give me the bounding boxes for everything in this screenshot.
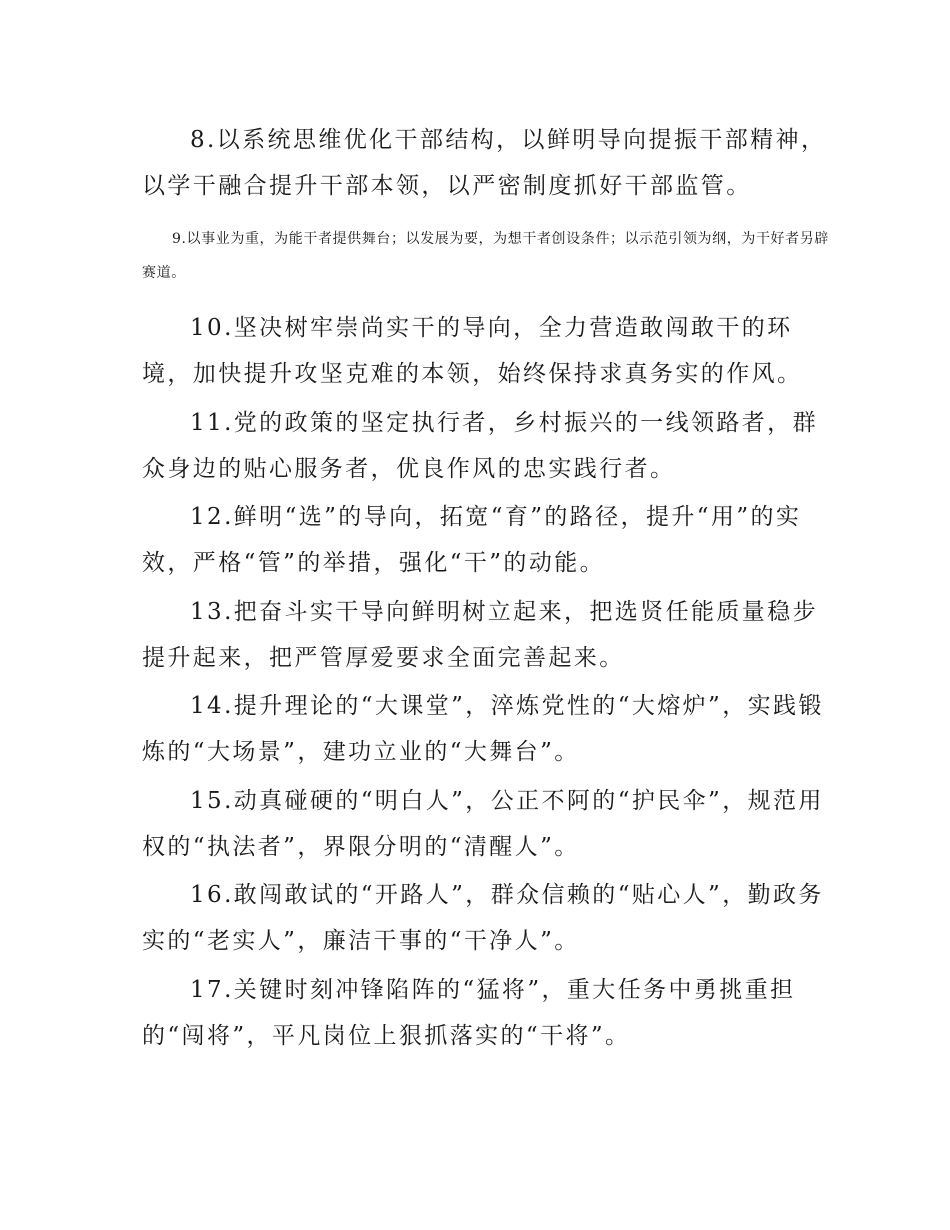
paragraph-17: 17.关键时刻冲锋陷阵的“猛将”，重大任务中勇挑重担的“闯将”，平凡岗位上狠抓落实的“干将”。 [142,977,796,1049]
paragraph-13: 13.把奋斗实干导向鲜明树立起来，把选贤任能质量稳步提升起来，把严管厚爱要求全面完善起来。 [142,599,818,671]
paragraph-12: 12.鲜明“选”的导向，拓宽“育”的路径，提升“用”的实效，严格“管”的举措，强化“干”的动能。 [142,504,802,576]
paragraph-16: 16.敢闯敢试的“开路人”，群众信赖的“贴心人”，勤政务实的“老实人”，廉洁干事的“干净人”。 [142,882,824,954]
paragraph-8: 8.以系统思维优化干部结构，以鲜明导向提振干部精神，以学干融合提升干部本领，以严密制度抓好干部监管。 [142,127,827,199]
paragraph-9: 9.以事业为重，为能干者提供舞台；以发展为要，为想干者创设条件；以示范引领为纲，为干好者另辟赛道。 [142,231,829,281]
paragraph-11: 11.党的政策的坚定执行者，乡村振兴的一线领路者，群众身边的贴心服务者，优良作风的忠实践行者。 [142,410,818,482]
paragraph-10: 10.坚决树牢崇尚实干的导向，全力营造敢闯敢干的环境，加快提升攻坚克难的本领，始终保持求真务实的作风。 [142,315,803,387]
paragraph-14: 14.提升理论的“大课堂”，淬炼党性的“大熔炉”，实践锻炼的“大场景”，建功立业的“大舞台”。 [142,693,824,765]
paragraph-15: 15.动真碰硬的“明白人”，公正不阿的“护民伞”，规范用权的“执法者”，界限分明的“清醒人”。 [142,788,824,860]
